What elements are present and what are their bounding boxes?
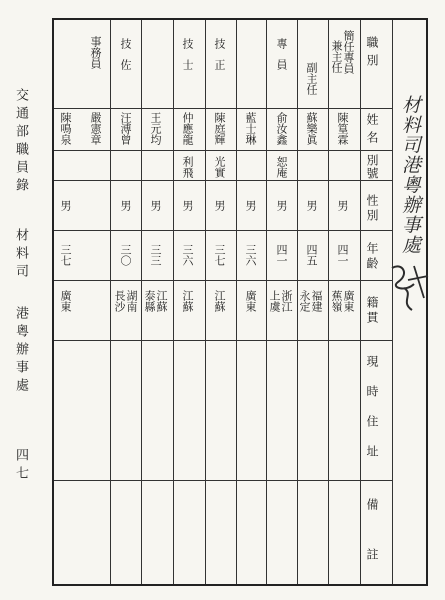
header-rank: 職別	[365, 36, 379, 72]
row-4-sex: 男	[244, 200, 257, 211]
row-7-origin-2: 泰縣	[143, 290, 156, 312]
row-divider-sex	[54, 230, 392, 231]
row-10-origin: 廣東	[59, 290, 72, 312]
row-divider-rank	[54, 108, 392, 109]
row-8-origin-1: 湖南	[125, 290, 138, 312]
header-name: 姓名	[365, 113, 379, 149]
row-1-name: 陳篁霖	[336, 112, 349, 145]
row-2-sex: 男	[305, 200, 318, 211]
row-1-sex: 男	[336, 200, 349, 211]
margin-page-number: 四七	[13, 448, 28, 484]
row-1-origin-1: 廣東	[342, 290, 355, 312]
row-2-name: 蘇樂眞	[305, 112, 318, 145]
col-divider-8	[141, 20, 142, 584]
row-8-age: 三〇	[119, 244, 132, 266]
col-divider-5	[236, 20, 237, 584]
row-1-age: 四一	[336, 244, 349, 266]
row-divider-alias	[54, 180, 392, 181]
header-alias: 別號	[365, 154, 379, 180]
row-2-origin-1: 福建	[310, 290, 323, 312]
row-5-name: 陳庭輝	[213, 112, 226, 145]
header-age: 年齡	[365, 242, 379, 272]
col-divider-9	[110, 20, 111, 584]
row-6-origin: 江蘇	[181, 290, 194, 312]
row-5-alias: 光實	[213, 156, 226, 178]
row-3-alias: 恕庵	[275, 156, 288, 178]
col-divider-2	[328, 20, 329, 584]
margin-office: 港粵辦事處	[13, 306, 28, 396]
row-10-age: 三七	[59, 244, 72, 266]
row-8-rank: 技佐	[119, 38, 132, 80]
row-8-name: 汪溥曾	[119, 112, 132, 145]
row-divider-name	[54, 150, 392, 151]
row-7-sex: 男	[149, 200, 162, 211]
row-3-origin-1: 浙江	[280, 290, 293, 312]
row-2-rank: 副主任	[305, 62, 318, 95]
row-3-origin-2: 上虞	[268, 290, 281, 312]
row-7-name: 王元均	[149, 112, 162, 145]
col-divider-title	[392, 20, 393, 584]
row-1-rank-line-1: 簡任專員	[342, 30, 355, 74]
header-address: 現時住址	[365, 355, 379, 475]
header-origin: 籍貫	[365, 296, 379, 326]
margin-book-title: 交通部職員錄	[13, 88, 28, 196]
row-6-name: 仲應龍	[181, 112, 194, 145]
row-7-age: 三三	[149, 244, 162, 266]
row-4-age: 三六	[244, 244, 257, 266]
row-10-sex: 男	[59, 200, 72, 211]
row-3-sex: 男	[275, 200, 288, 211]
row-2-age: 四五	[305, 244, 318, 266]
row-3-rank: 專員	[275, 38, 288, 80]
row-divider-address	[54, 480, 392, 481]
col-divider-1	[360, 20, 361, 584]
margin-section: 材料司	[13, 228, 28, 282]
col-divider-6	[205, 20, 206, 584]
row-5-rank: 技正	[213, 38, 226, 80]
row-divider-age	[54, 280, 392, 281]
row-5-age: 三七	[213, 244, 226, 266]
row-1-rank-line-2: 兼主任	[330, 40, 343, 73]
col-divider-7	[173, 20, 174, 584]
header-remarks: 備註	[365, 498, 379, 598]
row-6-age: 三六	[181, 244, 194, 266]
row-2-origin-2: 永定	[298, 290, 311, 312]
row-9-name: 嚴憲章	[89, 112, 102, 145]
row-6-rank: 技士	[181, 38, 194, 80]
row-6-sex: 男	[181, 200, 194, 211]
row-divider-origin	[54, 340, 392, 341]
row-5-sex: 男	[213, 200, 226, 211]
row-3-name: 俞汝鑫	[275, 112, 288, 145]
row-4-origin: 廣東	[244, 290, 257, 312]
row-8-sex: 男	[119, 200, 132, 211]
row-10-name: 陳鳴泉	[59, 112, 72, 145]
row-6-alias: 利飛	[181, 156, 194, 178]
row-5-origin: 江蘇	[213, 290, 226, 312]
row-7-origin-1: 江蘇	[155, 290, 168, 312]
row-3-age: 四一	[275, 244, 288, 266]
office-title: 材料司港粵辦事處	[399, 95, 421, 255]
row-4-name: 藍士琳	[244, 112, 257, 145]
row-1-origin-2: 蕉嶺	[330, 290, 343, 312]
header-sex: 性別	[365, 194, 379, 224]
row-8-origin-2: 長沙	[113, 290, 126, 312]
col-divider-4	[266, 20, 267, 584]
row-9-rank: 事務員	[89, 36, 102, 69]
